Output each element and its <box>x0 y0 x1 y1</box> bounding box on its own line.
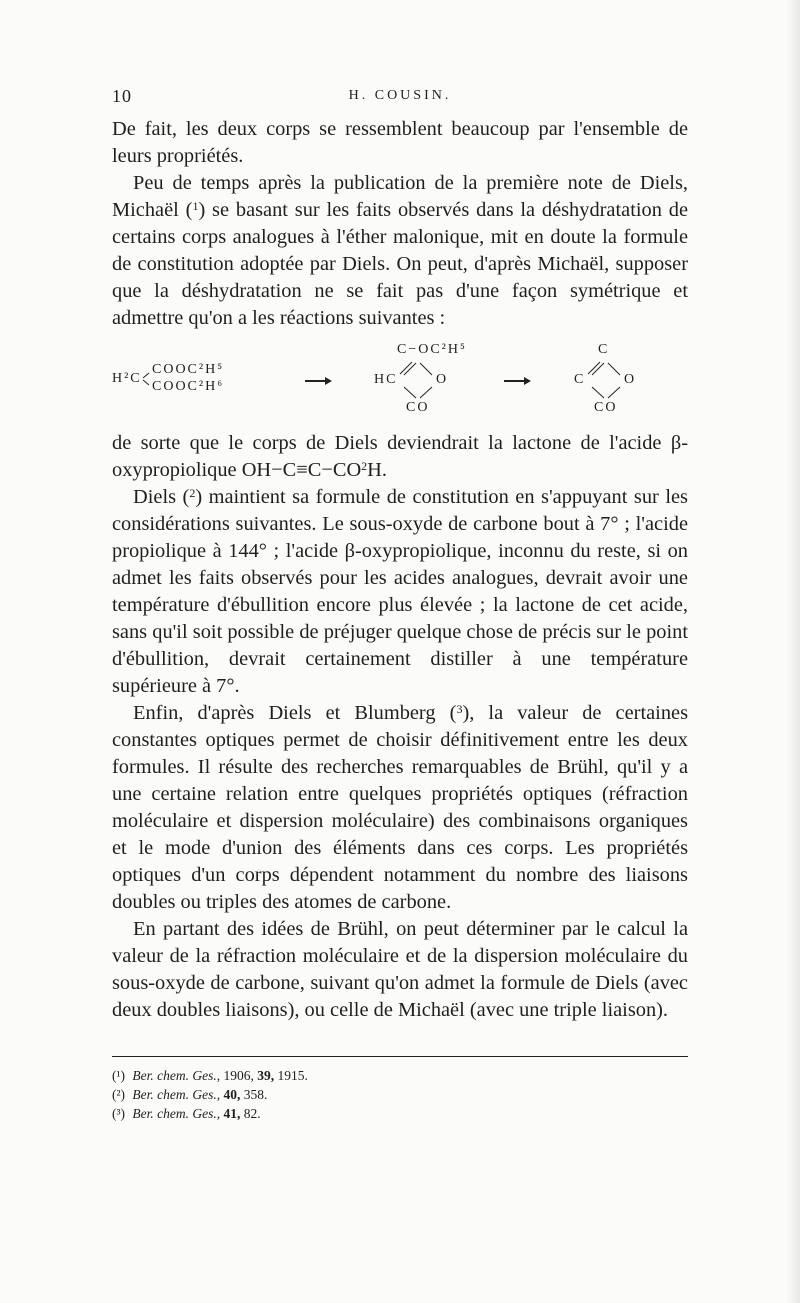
product-right: O <box>624 372 637 387</box>
malonate-bond-up <box>143 373 149 378</box>
intermediate-left: HC <box>374 372 398 387</box>
intermediate-right: O <box>436 372 449 387</box>
malonate-top-ester: COOC²H⁵ <box>152 362 225 377</box>
malonate-bond-down <box>143 380 149 385</box>
footnote-divider <box>112 1056 688 1057</box>
intermediate-ring <box>400 362 432 398</box>
page-header <box>112 86 688 110</box>
paragraph-2: Peu de temps après la publication de la première note de Diels, Michaël ($^1$) se basant sur les faits observés dans la déshydratation de certains corps analogues à l'éther malonique, mit en doute la formule de constitution adoptée par Diels. On peut, d'après Michaël, supposer que la déshydratation ne se fait pas d'une façon symétrique et admettre qu'on a les réactions suivantes : <box>112 172 688 329</box>
page-number: 10 <box>112 86 132 106</box>
paragraph-4: Diels ($^2$) maintient sa formule de constitution en s'appuyant sur les considérations suivantes. Le sous-oxyde de carbone bout à 7° ; l'acide propiolique à 144° ; l'acide β-oxypropiolique, inconnu du reste, si on admet les faits observés pour les acides analogues, devrait avoir une température d'ébullition encore plus élevée ; la lactone de cet acide, sans qu'il soit possible de préjuger quelque chose de précis sur le point d'ébullition, devrait certainement distiller à une température supérieure à 7°. <box>112 486 688 697</box>
reaction-scheme <box>112 338 688 418</box>
intermediate-top: C−OC²H⁵ <box>397 342 467 357</box>
body-text-bottom <box>112 430 688 1024</box>
paragraph-5: Enfin, d'après Diels et Blumberg ($^3$), la valeur de certaines constantes optiques permet de choisir définitivement entre les deux formules. Il résulte des recherches remarquables de Brühl, qu'il y a une certaine relation entre quelques propriétés optiques (réfraction moléculaire et dispersion moléculaire) des combinaisons organiques et le mode d'union des éléments dans ces corps. Les propriétés optiques d'un corps dépendent notamment du nombre des liaisons doubles ou triples des atomes de carbone. <box>112 702 689 913</box>
paragraph-1: De fait, les deux corps se ressemblent beaucoup par l'ensemble de leurs propriétés. <box>112 118 688 167</box>
paragraph-3: de sorte que le corps de Diels deviendrait la lactone de l'acide β-oxypropiolique $OH-C\equiv C-CO^2H$. <box>112 432 688 481</box>
footnote-2: (²) Ber. chem. Ges., 40, 358. <box>112 1087 268 1102</box>
body-text-top <box>112 116 688 332</box>
product-bottom: CO <box>594 400 618 415</box>
footnote-1: (¹) Ber. chem. Ges., 1906, 39, 1915. <box>112 1068 308 1083</box>
reaction-arrow-1-head <box>325 377 332 385</box>
product-top: C <box>598 342 610 357</box>
footnote-ref-1[interactable]: 1 <box>192 199 199 213</box>
malonate-center: H²C <box>112 371 142 386</box>
intermediate-bottom: CO <box>406 400 430 415</box>
footnote-ref-2[interactable]: 2 <box>189 486 196 500</box>
running-head: H. COUSIN. <box>348 88 452 103</box>
reaction-arrow-2-head <box>524 377 531 385</box>
footnote-3: (³) Ber. chem. Ges., 41, 82. <box>112 1106 261 1121</box>
paragraph-6: En partant des idées de Brühl, on peut déterminer par le calcul la valeur de la réfraction moléculaire et de la dispersion moléculaire du sous-oxyde de carbone, suivant qu'on admet la formule de Diels (avec deux doubles liaisons), ou celle de Michaël (avec une triple liaison). <box>112 918 688 1021</box>
product-ring <box>588 362 620 398</box>
footnote-ref-3[interactable]: 3 <box>456 702 463 716</box>
footnotes <box>112 1066 688 1123</box>
page-edge-shadow <box>786 0 800 1303</box>
malonate-bottom-ester: COOC²H⁶ <box>152 379 225 394</box>
product-left: C <box>574 372 586 387</box>
